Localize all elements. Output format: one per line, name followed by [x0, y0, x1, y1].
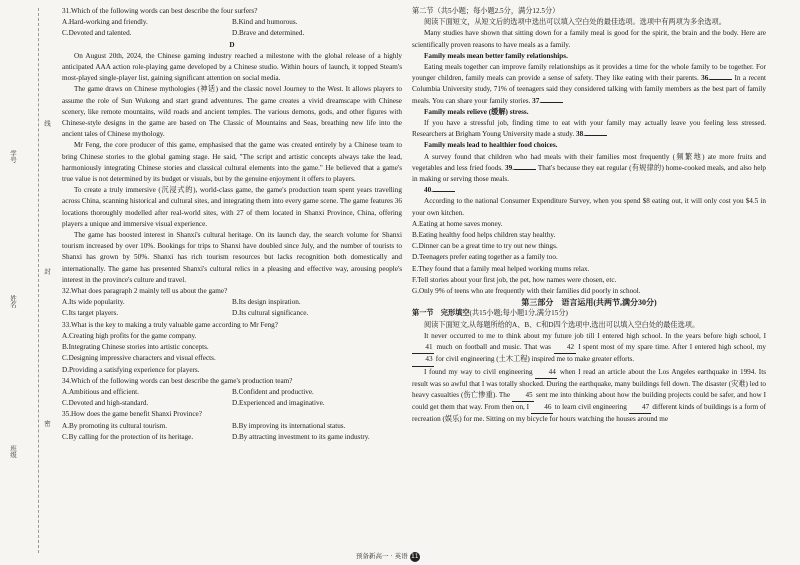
cloze-paragraph-2: I found my way to civil engineering 44 when I read an article about the Los Angeles earthquake in 1994. Its result was so awful that I was totally shocked. During the earthquake, many buildings fell down. The disaster (灾难) led to heavy casualties (伤亡惨重). The 45 sent me into thinking about how the building projects could be safer, and how I could get them that way. From then on, I 46 to learn civil engineering 47 different kinds of buildings is a form of recreation (娱乐) for me. Sitting on my bicycle for hours watching the houses around me [412, 367, 767, 424]
q32-option-a[interactable]: A.Its wide popularity. [62, 298, 125, 307]
q33-option-a[interactable]: A.Creating high profits for the game company. [62, 331, 197, 340]
binding-margin [0, 0, 58, 565]
cloze-paragraph-1: It never occurred to me to think about my future job till I entered high school. In the years before high school, I 41 much on football and music. That was 42 I spent most of my spare time. After I entered high school, my 43 for civil engineering (土木工程) inspired me to make greater efforts. [412, 331, 766, 367]
blank-38[interactable] [585, 135, 607, 136]
q35-option-b[interactable]: B.By improving its international status. [232, 421, 346, 430]
blank-41[interactable]: 41 [412, 342, 434, 354]
q34-option-a[interactable]: A.Ambitious and efficient. [62, 387, 139, 396]
option-f[interactable]: F.Tell stories about your first job, the pet, how names were chosen, etc. [412, 275, 617, 284]
cut-line [38, 8, 39, 553]
q34-option-d[interactable]: D.Experienced and imaginative. [232, 399, 325, 408]
margin-label-name: 姓名 [9, 295, 16, 308]
q31-option-c[interactable]: C.Devoted and talented. [62, 29, 132, 38]
q31-option-a[interactable]: A.Hard-working and friendly. [62, 18, 148, 27]
blank-47[interactable]: 47 [629, 402, 651, 414]
margin-mark-seal: 封 [43, 268, 50, 275]
blank-46[interactable]: 46 [531, 402, 553, 414]
q32-option-c[interactable]: C.Its target players. [62, 309, 119, 318]
option-e[interactable]: E.They found that a family meal helped working mums relax. [412, 264, 590, 273]
right-column [412, 6, 766, 426]
q35-option-d[interactable]: D.By attracting investment to its game industry. [232, 432, 370, 441]
q32-option-b[interactable]: B.Its design inspiration. [232, 298, 301, 307]
q32-stem: 32.What does paragraph 2 mainly tell us about the game? [62, 287, 228, 296]
passage-d-paragraph-4: To create a truly immersive (沉浸式的), world-class game, the game's production team spent years travelling across China, scanning historical and cultural sites, and integrating them into every game scene. The game features 36 locations thoroughly modelled after real-world sites, with 27 of them located in Shanxi Province, China, offering players a unique and immersive visual experience. [62, 186, 402, 228]
blank-40[interactable] [433, 191, 455, 192]
left-column [62, 6, 402, 443]
q35-option-a[interactable]: A.By promoting its cultural tourism. [62, 421, 168, 430]
q31-stem: 31.Which of the following words can best describe the four surfers? [62, 7, 258, 15]
passage-d-paragraph-3: Mr Feng, the core producer of this game, emphasised that the game was created entirely by a Chinese team to bring Chinese stories to the global gaming stage. He said, "The script and artistic concepts always take the lead, harmoniously integrating Chinese stories and classical cultural elements into the game." He believed that a game's true value is not determined by its budget or visuals, but by the genuine enjoyment it offers to players. [62, 141, 402, 184]
page-number: 11 [410, 553, 419, 560]
passage-d-title: D [229, 40, 235, 49]
blank-45[interactable]: 45 [512, 390, 534, 402]
q33-option-b[interactable]: B.Integrating Chinese stories into artistic concepts. [62, 343, 209, 352]
q33-option-c[interactable]: C.Designing impressive characters and visual effects. [62, 354, 216, 363]
cloze-instructions: 阅读下面短文,从每题所给的A、B、C和D四个选项中,选出可以填入空白处的最佳选项。 [424, 320, 700, 329]
margin-mark-secret: 密 [43, 420, 50, 427]
cloze-section-title: 第一节 完形填空(共15小题;每小题1分,满分15分) [412, 309, 568, 318]
seven-five-paragraph-blank40: 40. [412, 185, 766, 196]
q34-option-c[interactable]: C.Devoted and high-standard. [62, 399, 149, 408]
heading-stress: Family meals relieve (缓解) stress. [424, 107, 529, 116]
seven-five-paragraph-3: If you have a stressful job, finding time to eat with your family may actually leave you feeling less stressed. Researchers at Brigham Young University made a study. 38. [412, 119, 766, 139]
section2-instructions: 阅读下面短文，从短文后的选项中选出可以填入空白处的最佳选项。选项中有两项为多余选项。 [424, 18, 726, 27]
seven-five-paragraph-4: A survey found that children who had meals with their families most frequently (频繁地) ate more fruits and vegetables and less fried foods. 39. That's because they eat regular (有规律的) home-cooked meals, and also help in making or serving those meals. [412, 152, 766, 184]
seven-five-paragraph-2: Eating meals together can improve family relationships as it provides a time for the whole family to be together. For younger children, family meals can provide a sense of safety. They like eating with their parents. 36. In a recent Columbia University study, 71% of teenagers said they considered talking with family members as the best part of family meals. You can share your family stories. 37. [412, 63, 766, 105]
passage-d-paragraph-2: The game draws on Chinese mythologies (神话) and the classic novel Journey to the West. It allows players to assume the role of Sun Wukong and start grand adventures. The game creates a vivid dreamscape with Chinese scenery, like remote mountains, wild roads and ancient temples. The various demons, gods, and other figures with Chinese-style designs in the game are based on The Classic of Mountains and Seas, breathing new life into the ancient tales of Chinese mythology. [62, 85, 402, 139]
blank-36[interactable] [710, 79, 732, 80]
q35-stem: 35.How does the game benefit Shanxi Province? [62, 410, 202, 419]
q33-stem: 33.What is the key to making a truly valuable game according to Mr Feng? [62, 320, 278, 329]
q34-stem: 34.Which of the following words can best describe the game's production team? [62, 376, 293, 385]
option-b[interactable]: B.Eating healthy food helps children stay healthy. [412, 231, 556, 240]
passage-d-paragraph-5: The game has boosted interest in Shanxi's cultural heritage. On its launch day, the search volume for Shanxi tourism increased by over 10%. Bookings for trips to Shanxi have doubled since July, and the number of tourists to Shanxi has grown by 50%. Shanxi has rich tourism resources but lacks recognition both domestically and internationally. The game has presented Shanxi's cultural relics in a pleasing and effective way, arousing people's interest in the province's culture and travel. [62, 231, 402, 284]
q35-options [62, 421, 402, 443]
footer-text: 预备新高一 · 英语 [356, 552, 408, 560]
q35-option-c[interactable]: C.By calling for the protection of its heritage. [62, 432, 194, 441]
blank-42[interactable]: 42 [554, 342, 576, 354]
heading-relationships: Family meals mean better family relationships. [424, 51, 568, 60]
passage-d-paragraph-1: On August 20th, 2024, the Chinese gaming industry reached a milestone with the global release of a highly anticipated AAA action role-playing game developed by a Chinese studio. Within hours of launch, it topped Steam's most-played single-player list, gaining significant attention on social media. [62, 51, 402, 83]
q33-option-d[interactable]: D.Providing a satisfying experience for players. [62, 365, 200, 374]
option-g[interactable]: G.Only 9% of teens who ate frequently with their families did poorly in school. [412, 287, 641, 296]
blank-44[interactable]: 44 [535, 367, 557, 379]
blank-39[interactable] [514, 169, 536, 170]
blank-37[interactable] [541, 102, 563, 103]
margin-label-class: 班级 [9, 445, 16, 458]
margin-label-id: 学号 [9, 150, 16, 163]
q32-options [62, 297, 402, 319]
part3-title: 第三部分 语言运用(共两节,满分30分) [521, 298, 657, 308]
blank-43[interactable]: 43 [412, 354, 434, 366]
seven-five-paragraph-5: According to the national Consumer Expenditure Survey, when you spend $8 eating out, it will only cost you $4.5 in your own kitchen. [412, 197, 766, 217]
heading-food-choices: Family meals lead to healthier food choices. [424, 141, 558, 150]
option-d[interactable]: D.Teenagers prefer eating together as a family too. [412, 253, 558, 262]
page-footer [356, 551, 420, 562]
seven-five-paragraph-1: Many studies have shown that sitting down for a family meal is good for the spirit, the brain and the body. Here are scientifically proven reasons to have meals as a family. [412, 29, 766, 49]
q31-option-d[interactable]: D.Brave and determined. [232, 29, 305, 38]
q31-option-b[interactable]: B.Kind and humorous. [232, 18, 298, 27]
section2-title: 第二节（共5小题；每小题2.5分，满分12.5分） [412, 7, 560, 15]
q31-options [62, 17, 402, 39]
q34-option-b[interactable]: B.Confident and productive. [232, 387, 314, 396]
option-a[interactable]: A.Eating at home saves money. [412, 219, 503, 228]
q32-option-d[interactable]: D.Its cultural significance. [232, 309, 309, 318]
margin-mark-line: 线 [43, 120, 50, 127]
q34-options [62, 387, 402, 409]
option-c[interactable]: C.Dinner can be a great time to try out new things. [412, 242, 558, 251]
